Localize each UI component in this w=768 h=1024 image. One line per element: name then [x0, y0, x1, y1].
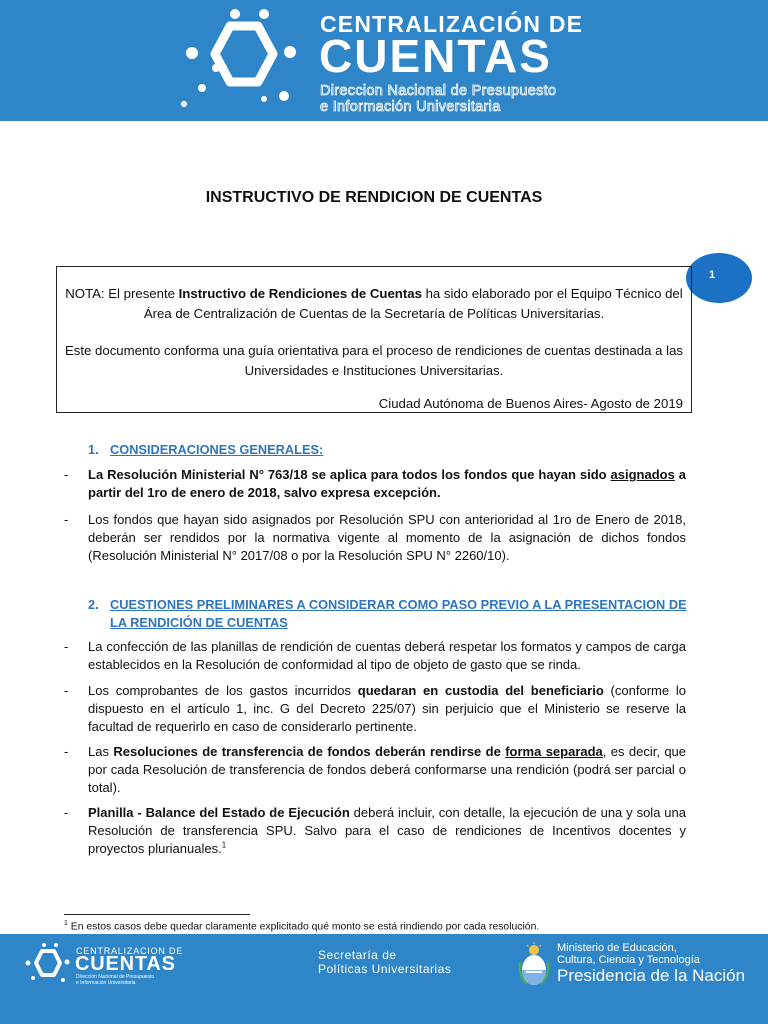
footer-logo-small1: Dirección Nacional de Presupuesto [76, 974, 155, 980]
header-banner [0, 0, 768, 121]
note-box [56, 266, 692, 413]
list-item: - Los fondos que hayan sido asignados por Resolución SPU con anterioridad al 1ro de Enero de 2018, deberán ser rendidos por la normativa vigente al momento de la asignación de dichos fondos (Resolución Ministerial N° 2017/08 o por la Resolución SPU N° 2260/10). [64, 512, 686, 563]
section-heading-2: 2. CUESTIONES PRELIMINARES A CONSIDERAR COMO PASO PREVIO A LA PRESENTACION DE LA RENDICIÓN DE CUENTAS [88, 597, 687, 630]
footer-banner [0, 934, 768, 1024]
footnote-reference[interactable]: 1 [221, 840, 227, 850]
list-item: - Los comprobantes de los gastos incurridos quedaran en custodia del beneficiario (conforme lo dispuesto en el artículo 1, inc. G del Decreto 225/07) sin perjuicio que el Ministerio se reserve la facultad de requerirlo en caso de considerarlo pertinente. [64, 683, 686, 734]
note-place-date: Ciudad Autónoma de Buenos Aires- Agosto de 2019 [378, 396, 683, 411]
footer-logo-small2: e Información Universitaria [76, 980, 136, 986]
list-item: - Planilla - Balance del Estado de Ejecución deberá incluir, con detalle, la ejecución de una y sola una Resolución de transferencia SPU. Salvo para el caso de rendiciones de Incentivos docentes y proyectos plurianuales.$^1$ [64, 805, 686, 856]
footer-ministry-line1: Ministerio de Educación, [557, 942, 677, 954]
page-number-badge: 1 [686, 253, 752, 303]
footnote-separator [64, 914, 250, 915]
hexagon-network-icon [24, 942, 72, 986]
argentina-coat-of-arms-icon [517, 942, 551, 988]
footer-ministry-line3: Presidencia de la Nación [557, 966, 746, 985]
header-subtitle-line2: e Información Universitaria [320, 99, 501, 115]
header-subtitle-line1: Direccion Nacional de Presupuesto [320, 83, 557, 99]
document-title: INSTRUCTIVO DE RENDICION DE CUENTAS [205, 189, 543, 206]
footer-ministry-line2: Cultura, Ciencia y Tecnología [557, 954, 700, 966]
list-item: - La confección de las planillas de rendición de cuentas deberá respetar los formatos y campos de carga establecidos en la Resolución de conformidad al tipo de objeto de gasto que se rinda. [64, 639, 686, 672]
footer-spu-line1: Secretaría de [318, 948, 397, 962]
footnote: $^1$ En estos casos debe quedar claramente explicitado qué monto se está rindiendo por cada resolución. [64, 920, 540, 933]
footer-logo-line1: CENTRALIZACION DE [76, 946, 184, 956]
footer-logo-line2: CUENTAS [75, 953, 176, 975]
note-paragraph-2: Este documento conforma una guía orientativa para el proceso de rendiciones de cuentas destinada a las Universidades e Instituciones Universitarias. [64, 343, 683, 378]
footer-spu-line2: Políticas Universitarias [318, 962, 452, 976]
list-item: - Las Resoluciones de transferencia de fondos deberán rendirse de forma separada, es decir, que por cada Resolución de transferencia de fondos deberá conformarse una rendición (podrá ser parcial o total). [64, 744, 687, 795]
header-title-line2: CUENTAS [319, 30, 552, 82]
list-item: - La Resolución Ministerial N° 763/18 se aplica para todos los fondos que hayan sido asignados a partir del 1ro de enero de 2018, salvo expresa excepción. [64, 467, 687, 500]
note-paragraph-1: NOTA: El presente Instructivo de Rendiciones de Cuentas ha sido elaborado por el Equipo Técnico del Área de Centralización de Cuentas de la Secretaría de Políticas Universitarias. [65, 286, 683, 321]
section-heading-1: 1. CONSIDERACIONES GENERALES: [88, 442, 324, 457]
hexagon-network-icon [178, 6, 313, 116]
header-title-line1: CENTRALIZACIÓN DE [320, 11, 584, 37]
